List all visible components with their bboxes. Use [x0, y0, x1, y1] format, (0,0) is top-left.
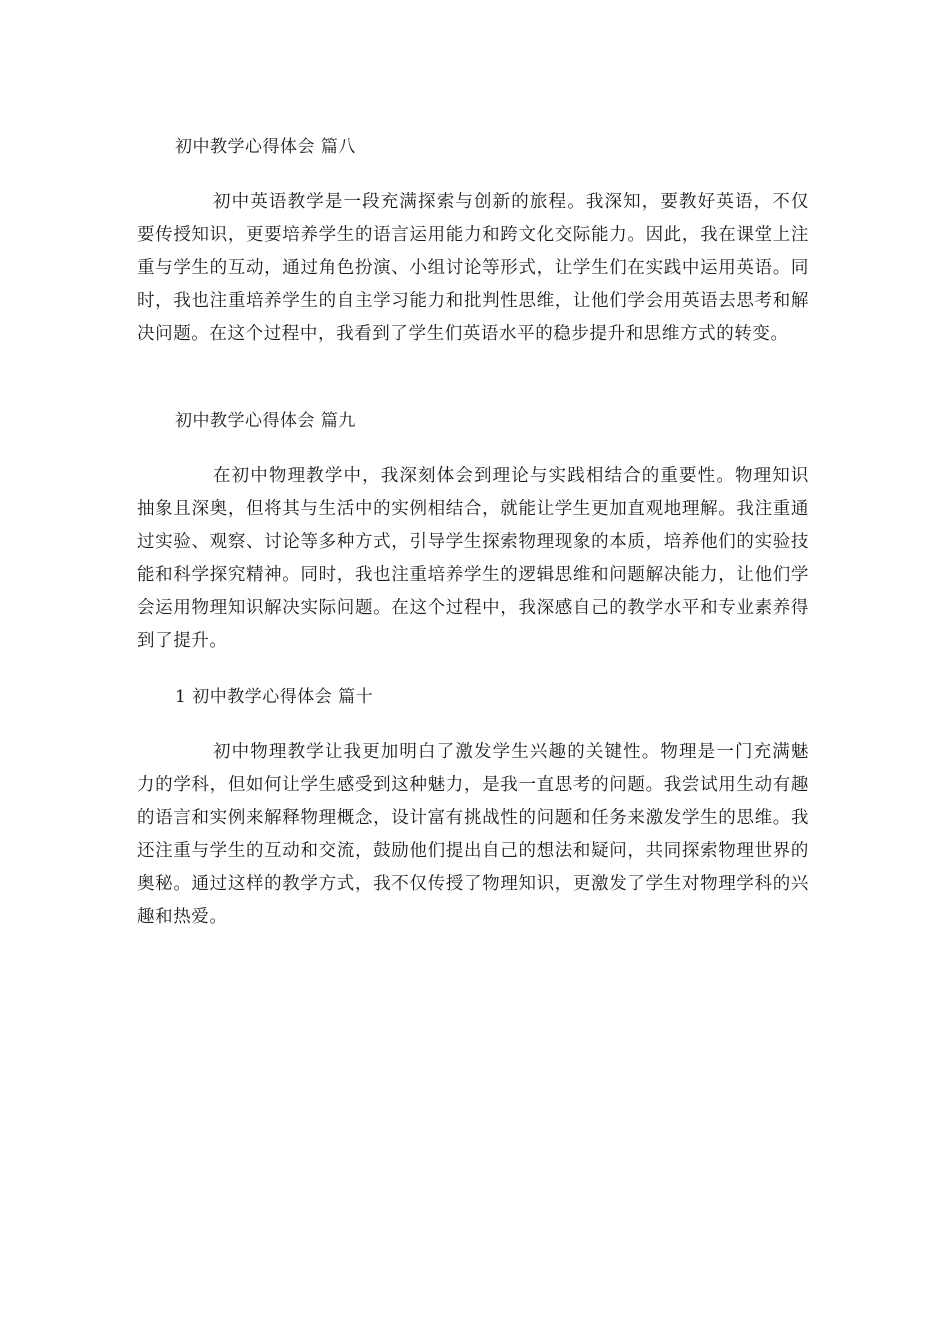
- section-paragraph: 初中英语教学是一段充满探索与创新的旅程。我深知，要教好英语，不仅要传授知识，更要培养学生的语言运用能力和跨文化交际能力。因此，我在课堂上注重与学生的互动，通过角色扮演、小组讨论等形式，让学生们在实践中运用英语。同时，我也注重培养学生的自主学习能力和批判性思维，让他们学会用英语去思考和解决问题。在这个过程中，我看到了学生们英语水平的稳步提升和思维方式的转变。: [137, 192, 809, 344]
- section-paragraph: 初中物理教学让我更加明白了激发学生兴趣的关键性。物理是一门充满魅力的学科，但如何让学生感受到这种魅力，是我一直思考的问题。我尝试用生动有趣的语言和实例来解释物理概念，设计富有挑战性的问题和任务来激发学生的思维。我还注重与学生的互动和交流，鼓励他们提出自己的想法和疑问，共同探索物理世界的奥秘。通过这样的教学方式，我不仅传授了物理知识，更激发了学生对物理学科的兴趣和热爱。: [137, 742, 809, 927]
- section-10: [137, 684, 809, 934]
- section-heading: 初中教学心得体会 篇八: [175, 137, 356, 157]
- section-heading: 初中教学心得体会 篇九: [175, 411, 356, 431]
- section-paragraph: 在初中物理教学中，我深刻体会到理论与实践相结合的重要性。物理知识抽象且深奥，但将其与生活中的实例相结合，就能让学生更加直观地理解。我注重通过实验、观察、讨论等多种方式，引导学生探索物理现象的本质，培养他们的实验技能和科学探究精神。同时，我也注重培养学生的逻辑思维和问题解决能力，让他们学会运用物理知识解决实际问题。在这个过程中，我深感自己的教学水平和专业素养得到了提升。: [137, 466, 809, 651]
- section-8: [137, 134, 809, 351]
- section-heading: 1 初中教学心得体会 篇十: [175, 687, 374, 707]
- section-9: [137, 408, 809, 658]
